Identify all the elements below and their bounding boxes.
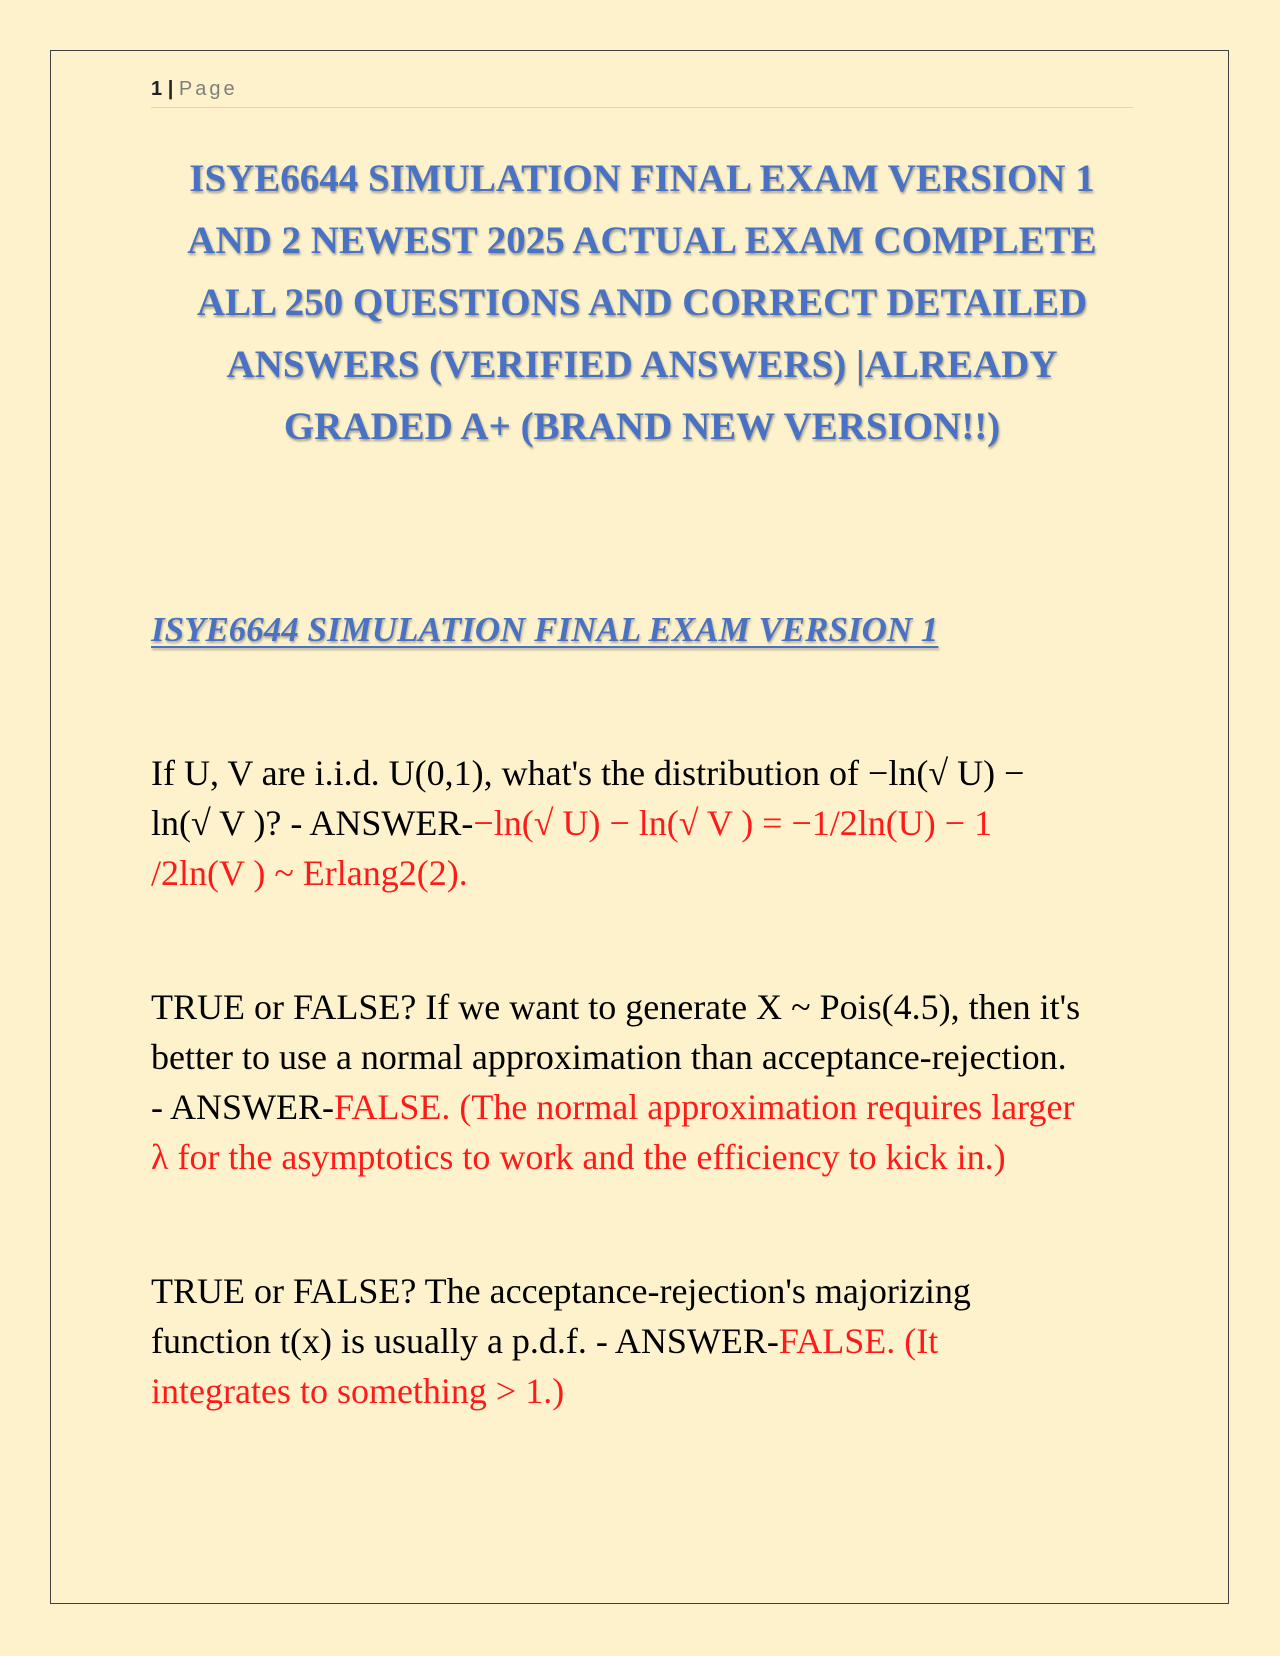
title-line: GRADED A+ (BRAND NEW VERSION!!)	[283, 405, 1001, 448]
title-line: ANSWERS (VERIFIED ANSWERS) |ALREADY	[226, 343, 1058, 386]
section-heading: ISYE6644 SIMULATION FINAL EXAM VERSION 1	[151, 610, 939, 649]
page-separator: |	[167, 78, 174, 100]
question-text: If U, V are i.i.d. U(0,1), what's the distribution of −ln(√ U) −	[151, 753, 1025, 793]
answer-text: integrates to something > 1.)	[151, 1371, 565, 1411]
page-number: 1	[151, 78, 163, 100]
answer-text: λ for the asymptotics to work and the efficiency to kick in.)	[151, 1137, 1006, 1177]
page-header	[151, 78, 1133, 108]
question-answer-1	[151, 748, 1136, 898]
question-text: - ANSWER-	[151, 1087, 334, 1127]
title-line: AND 2 NEWEST 2025 ACTUAL EXAM COMPLETE	[187, 219, 1097, 262]
question-answer-line	[151, 1082, 1136, 1132]
answer-text: FALSE. (The normal approximation requires larger	[334, 1087, 1075, 1127]
title-line: ALL 250 QUESTIONS AND CORRECT DETAILED	[196, 281, 1088, 324]
question-answer-line	[151, 798, 1136, 848]
question-text: function t(x) is usually a p.d.f. - ANSWER-	[151, 1321, 779, 1361]
question-text: TRUE or FALSE? The acceptance-rejection's majorizing	[151, 1271, 971, 1311]
question-answer-3	[151, 1266, 1136, 1416]
question-answer-line	[151, 1316, 1136, 1366]
answer-text: −ln(√ U) − ln(√ V ) = −1/2ln(U) − 1	[473, 803, 993, 843]
question-answer-2	[151, 982, 1136, 1182]
answer-text: FALSE. (It	[778, 1321, 939, 1361]
title-line: ISYE6644 SIMULATION FINAL EXAM VERSION 1	[189, 157, 1095, 200]
question-text: better to use a normal approximation than acceptance-rejection.	[151, 1037, 1067, 1077]
question-text: TRUE or FALSE? If we want to generate X ~ Pois(4.5), then it's	[151, 987, 1081, 1027]
answer-text: /2ln(V ) ~ Erlang2(2).	[151, 853, 468, 893]
question-text: ln(√ V )? - ANSWER-	[151, 803, 474, 843]
page-label: Page	[178, 78, 238, 100]
document-title	[140, 148, 1144, 458]
